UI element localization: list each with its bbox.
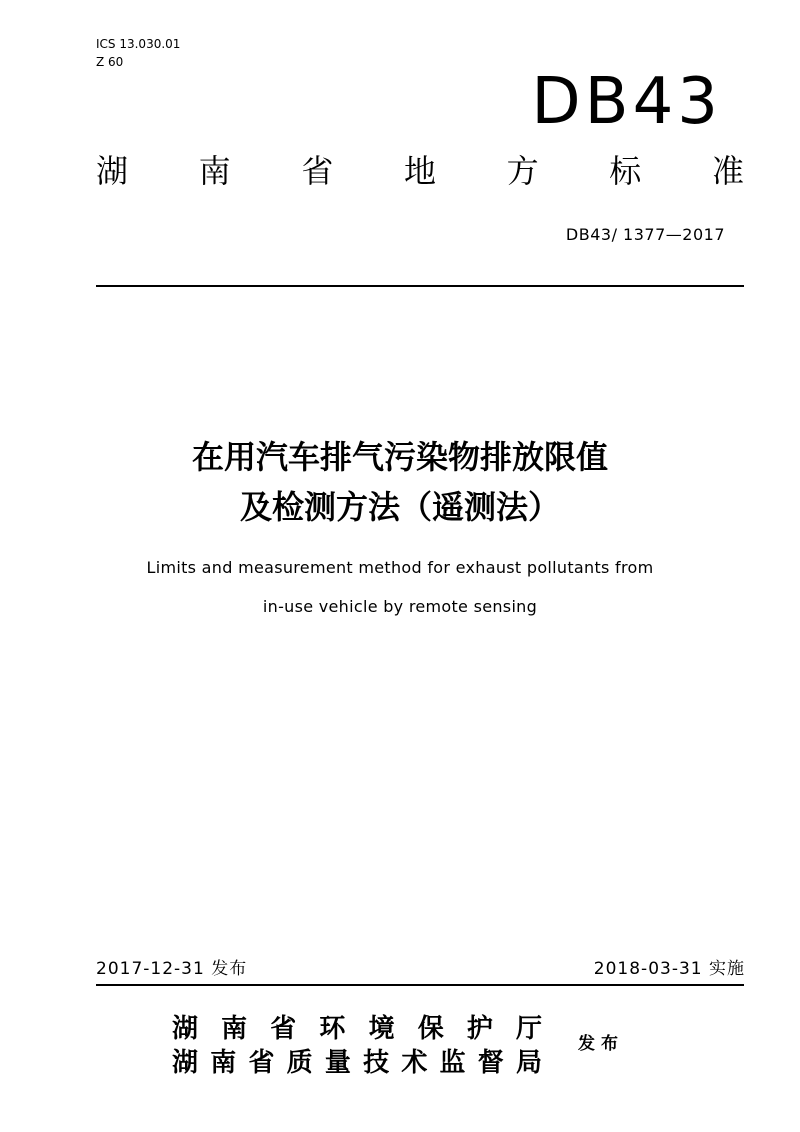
issuer-char: 湖 [172, 1048, 199, 1078]
title-zh-line1: 在用汽车排气污染物排放限值 [191, 438, 608, 476]
issuer-char: 监 [439, 1048, 466, 1078]
issuer-line2 [172, 1046, 542, 1080]
issuer-char: 质 [286, 1048, 313, 1078]
title-zh-line2: 及检测方法（遥测法） [239, 488, 560, 526]
issuer-char: 技 [363, 1048, 390, 1078]
db-mark: DB43 [531, 65, 722, 139]
title-en-line2: in-use vehicle by remote sensing [262, 597, 538, 616]
issuer-char: 湖 [172, 1014, 199, 1044]
issuer-char: 局 [515, 1048, 542, 1078]
ics-code: ICS 13.030.01 [96, 37, 181, 51]
header-divider [96, 285, 744, 287]
standard-type-char: 地 [403, 152, 436, 190]
standard-type-char: 标 [609, 152, 642, 190]
standard-type-heading [96, 150, 744, 192]
ics-classification [96, 35, 180, 71]
issuer-char: 厅 [515, 1014, 542, 1044]
standard-type-char: 湖 [96, 152, 129, 190]
footer-divider [96, 984, 744, 986]
standard-type-char: 南 [198, 152, 231, 190]
issue-date: 2017-12-31 发布 [96, 959, 248, 979]
issuer-char: 环 [319, 1014, 346, 1044]
issuer-line1 [172, 1012, 542, 1046]
effective-date: 2018-03-31 实施 [593, 959, 745, 979]
class-code: Z 60 [96, 55, 124, 69]
issuer-char: 量 [324, 1048, 351, 1078]
issuer-char: 南 [210, 1048, 237, 1078]
issuer-char: 境 [368, 1014, 395, 1044]
standard-type-char: 方 [506, 152, 539, 190]
issuer-char: 护 [466, 1014, 493, 1044]
issuer-char: 省 [270, 1014, 297, 1044]
standard-type-char: 省 [301, 152, 334, 190]
standard-type-char: 准 [711, 152, 744, 190]
issuer-char: 省 [248, 1048, 275, 1078]
issuer-char: 保 [417, 1014, 444, 1044]
title-en-line1: Limits and measurement method for exhaust pollutants from [146, 558, 654, 577]
issuer-char: 督 [477, 1048, 504, 1078]
issuer-char: 术 [401, 1048, 428, 1078]
standard-number: DB43/ 1377—2017 [565, 225, 725, 244]
issuer-char: 南 [221, 1014, 248, 1044]
publish-label: 发布 [578, 1034, 624, 1054]
